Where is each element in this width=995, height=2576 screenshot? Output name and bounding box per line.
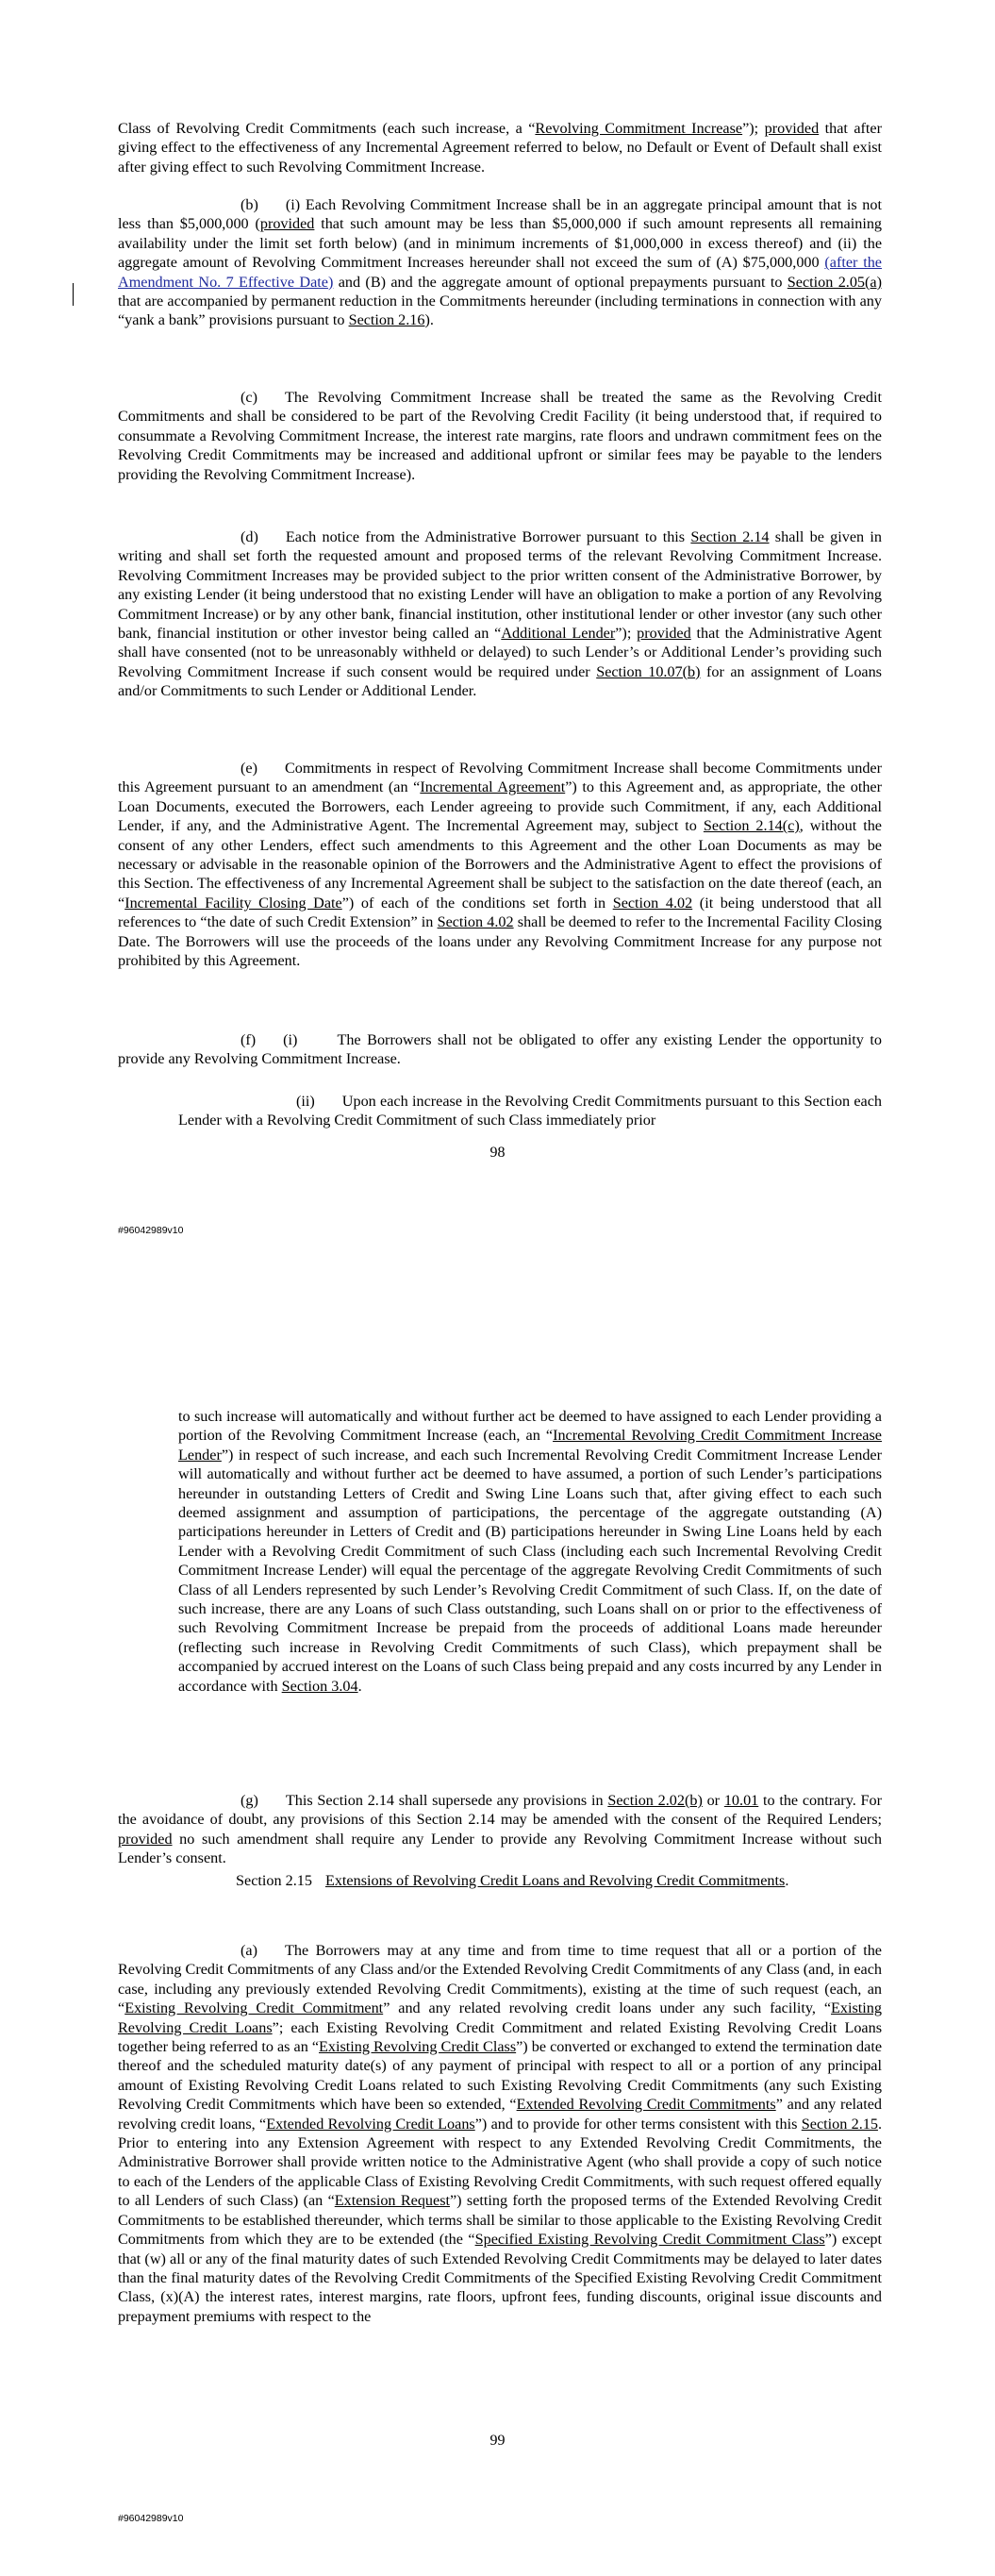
defined-term: Incremental Facility Closing Date [124,894,342,912]
section-reference[interactable]: Section 2.14 [690,528,770,545]
paragraph-f-ii-continued: to such increase will automatically and without further act be deemed to have assigned to each Lender providing a portion of the Revolving Commitment Increase (each, an “Incremental Revolving Credit Commitment Increase Lender”) in respect of such increase, and each such Incremental Revolving Credit Commitment Increase Lender will automatically and without further act be deemed to have assumed, a portion of such Lender’s participations hereunder in outstanding Letters of Credit and Swing Line Loans such that, after giving effect to each such deemed assignment and assumption of participations, the percentage of the aggregate outstanding (A) participations hereunder in Letters of Credit and (B) participations hereunder in Swing Line Loans held by each Lender with a Revolving Credit Commitment of such Class (including each such Incremental Revolving Credit Commitment Increase Lender) will equal the percentage of the aggregate Revolving Credit Commitments of such Class of all Lenders represented by such Lender’s Revolving Credit Commitment of such Class. If, on the date of such increase, there are any Loans of such Class outstanding, such Loans shall on or prior to the effectiveness of such Revolving Commitment Increase be prepaid from the proceeds of additional Loans made hereunder (reflecting such increase in Revolving Credit Commitments of such Class), which prepayment shall be accompanied by accrued interest on the Loans of such Class being prepaid and any costs incurred by any Lender in accordance with Section 3.04. [178,1408,882,1695]
section-reference[interactable]: Section 2.05(a) [787,273,882,291]
page-number: 98 [489,1145,506,1161]
section-title: Extensions of Revolving Credit Loans and Revolving Credit Commitments [324,1872,786,1889]
clause-label: (e) [240,760,257,777]
paragraph-d: (d) Each notice from the Administrative Borrower pursuant to this Section 2.14 shall be given in writing and shall set forth the requested amount and proposed terms of the relevant Revolving Commitment Increase. Revolving Commitment Increases may be provided subject to the prior written consent of the Administrative Borrower, by any existing Lender (it being understood that no existing Lender will have an obligation to make a portion of any Revolving Commitment Increase) or by any other bank, financial institution, other institutional lender or other investor (any such other bank, financial institution or other investor being called an “Additional Lender”); provided that the Administrative Agent shall have consented (not to be unreasonably withheld or delayed) to such Lender’s or Additional Lender’s providing such Revolving Commitment Increase if such consent would be required under Section 10.07(b) for an assignment of Loans and/or Commitments to such Lender or Additional Lender. [118,528,883,700]
document-id: #96042989v10 [118,1225,184,1236]
clause-label: (c) [240,389,257,406]
defined-term: Extension Request [334,2192,450,2210]
section-heading-2-15: Section 2.15 Extensions of Revolving Credit Loans and Revolving Credit Commitments. [236,1872,789,1889]
defined-term: Extended Revolving Credit Loans [266,2115,475,2133]
defined-term: Incremental Agreement [420,778,566,796]
section-reference[interactable]: Section 4.02 [437,913,514,931]
paragraph-e: (e) Commitments in respect of Revolving Commitment Increase shall become Commitments under this Agreement pursuant to an amendment (an “Incremental Agreement”) to this Agreement and, as appropriate, the other Loan Documents, executed the Borrowers, each Lender agreeing to provide such Commitment, if any, each Additional Lender, if any, and the Administrative Agent. The Incremental Agreement may, subject to Section 2.14(c), without the consent of any other Lenders, effect such amendments to this Agreement and the other Loan Documents as may be necessary or advisable in the reasonable opinion of the Borrowers and the Administrative Agent to effect the provisions of this Section. The effectiveness of any Incremental Agreement shall be subject to the satisfaction on the date thereof (each, an “Incremental Facility Closing Date”) of each of the conditions set forth in Section 4.02 (it being understood that all references to “the date of such Credit Extension” in Section 4.02 shall be deemed to refer to the Incremental Facility Closing Date. The Borrowers will use the proceeds of the loans under any Revolving Commitment Increase for any purpose not prohibited by this Agreement. [118,760,882,970]
clause-label: (d) [240,528,258,545]
defined-term: Existing Revolving Credit Loans [118,1999,882,2036]
paragraph-a: (a) The Borrowers may at any time and from time to time request that all or a portion of the Revolving Credit Commitments of any Class and/or the Extended Revolving Credit Commitments of any Class (and, in each case, including any previously extended Revolving Credit Commitments), existing at the time of such request (each, an “Existing Revolving Credit Commitment” and any related revolving credit loans under any such facility, “Existing Revolving Credit Loans”; each Existing Revolving Credit Commitment and related Existing Revolving Credit Loans together being referred to as an “Existing Revolving Credit Class”) be converted or exchanged to extend the termination date thereof and the scheduled maturity date(s) of any payment of principal with respect to all or a portion of any principal amount of Existing Revolving Credit Loans related to such Existing Revolving Credit Commitments (any such Existing Revolving Credit Commitments which have been so extended, “Extended Revolving Credit Commitments” and any related revolving credit loans, “Extended Revolving Credit Loans”) and to provide for other terms consistent with this Section 2.15. Prior to entering into any Extension Agreement with respect to any Extended Revolving Credit Commitments, the Administrative Borrower shall provide written notice to the Administrative Agent (who shall provide a copy of such notice to each of the Lenders of the applicable Class of Existing Revolving Credit Commitments, with such request offered equally to all Lenders of such Class) (an “Extension Request”) setting forth the proposed terms of the Extended Revolving Credit Commitments to be established thereunder, which terms shall be similar to those applicable to the Existing Revolving Credit Commitments from which they are to be extended (the “Specified Existing Revolving Credit Commitment Class”) except that (w) all or any of the final maturity dates of such Extended Revolving Credit Commitments may be delayed to later dates than the final maturity dates of the Revolving Credit Commitments of the Specified Existing Revolving Credit Commitment Class, (x)(A) the interest rates, interest margins, rate floors, upfront fees, funding discounts, original issue discounts and prepayment premiums with respect to the [118,1942,883,2325]
paragraph-c: (c) The Revolving Commitment Increase shall be treated the same as the Revolving Credit Commitments and shall be considered to be part of the Revolving Credit Facility (it being understood that, if required to consummate a Revolving Commitment Increase, the interest rate margins, rate floors and undrawn commitment fees on the Revolving Credit Commitments may be increased and additional upfront or similar fees may be payable to the lenders providing the Revolving Commitment Increase). [118,389,882,483]
section-reference[interactable]: Section 2.15 [801,2115,878,2133]
paragraph-b: (b) (i) Each Revolving Commitment Increase shall be in an aggregate principal amount that is not less than $5,000,000 (provided that such amount may be less than $5,000,000 if such amount represents all remaining availability under the limit set forth below) (and in minimum increments of $1,000,000 in excess thereof) and (ii) the aggregate amount of Revolving Commitment Increases hereunder shall not exceed the sum of (A) $75,000,000 (after the Amendment No. 7 Effective Date) and (B) and the aggregate amount of optional prepayments pursuant to Section 2.05(a) that are accompanied by permanent reduction in the Commitments hereunder (including terminations in connection with any “yank a bank” provisions pursuant to Section 2.16). [118,196,883,329]
paragraph-g: (g) This Section 2.14 shall supersede any provisions in Section 2.02(b) or 10.01 to the contrary. For the avoidance of doubt, any provisions of this Section 2.14 may be amended with the consent of the Required Lenders; provided no such amendment shall require any Lender to provide any Revolving Commitment Increase without such Lender’s consent. [118,1792,883,1867]
paragraph-f: (f) (i) The Borrowers shall not be obligated to offer any existing Lender the opportunity to provide any Revolving Commitment Increase. [118,1031,882,1068]
section-reference[interactable]: 10.01 [723,1792,759,1809]
section-reference[interactable]: Section 2.14(c) [703,817,800,835]
defined-term: Incremental Revolving Credit Commitment Increase Lender [178,1427,882,1464]
section-reference[interactable]: Section 2.16 [348,311,425,329]
paragraph-intro: Class of Revolving Credit Commitments (each such increase, a “Revolving Commitment Increase”); provided that after giving effect to the effectiveness of any Incremental Agreement referred to below, no Default or Event of Default shall exist after giving effect to such Revolving Commitment Increase. [118,120,883,176]
page-99 [0,1288,995,2576]
paragraph-f-ii: (ii) Upon each increase in the Revolving Credit Commitments pursuant to this Section each Lender with a Revolving Credit Commitment of such Class immediately prior [178,1093,882,1129]
sub-clause-label: (i) [285,196,301,213]
amendment-inserted-text[interactable]: (after the Amendment No. 7 Effective Date) [118,254,882,291]
section-reference[interactable]: Section 10.07(b) [596,662,701,680]
defined-term: Specified Existing Revolving Credit Commitment Class [474,2231,825,2249]
clause-label: (g) [240,1792,258,1809]
defined-term: Existing Revolving Credit Commitment [124,1999,384,2017]
defined-term: Existing Revolving Credit Class [319,2038,517,2056]
defined-term: Revolving Commitment Increase [535,120,743,137]
clause-label: (a) [240,1942,257,1959]
document-id: #96042989v10 [118,2513,184,2524]
revision-change-bar [73,283,74,306]
section-number: Section 2.15 [236,1872,312,1889]
provided-term: provided [637,625,691,643]
section-reference[interactable]: Section 2.02(b) [607,1792,703,1809]
section-reference[interactable]: Section 4.02 [612,894,693,912]
section-reference[interactable]: Section 3.04 [281,1677,358,1695]
page-number: 99 [489,2433,506,2449]
provided-term: provided [259,215,315,233]
clause-label: (b) [240,196,258,213]
clause-label: (f) [240,1031,257,1048]
provided-term: provided [118,1830,173,1848]
defined-term: Extended Revolving Credit Commitments [516,2096,776,2114]
sub-clause-label: (ii) [296,1093,315,1110]
defined-term: Additional Lender [501,625,616,643]
provided-term: provided [764,120,820,137]
sub-clause-label: (i) [283,1031,298,1048]
